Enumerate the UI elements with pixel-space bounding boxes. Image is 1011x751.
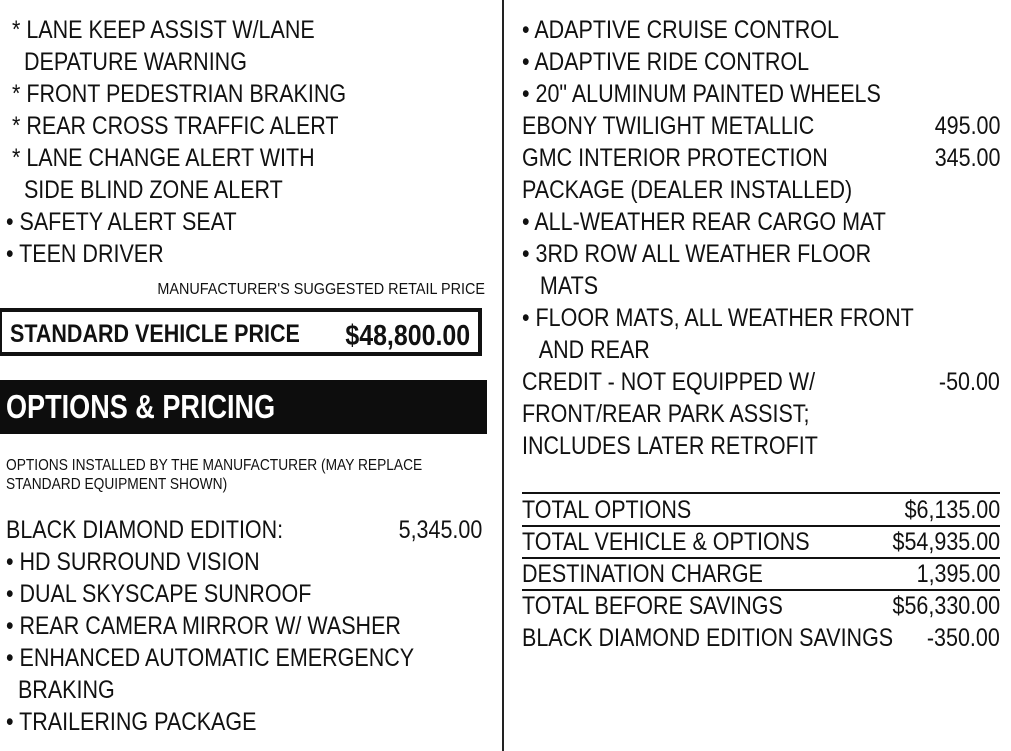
right-column (504, 0, 1011, 751)
safety-features-list-2 (6, 206, 274, 270)
options-heading-text: OPTIONS & PRICING (6, 388, 276, 425)
list-item: AND REAR (522, 336, 650, 364)
black-diamond-label: BLACK DIAMOND EDITION: (6, 516, 284, 544)
list-item: • ENHANCED AUTOMATIC EMERGENCY (6, 644, 415, 672)
safety-features-list (12, 14, 401, 206)
black-diamond-row (6, 514, 486, 546)
destination-row (522, 558, 1000, 590)
options-note: OPTIONS INSTALLED BY THE MANUFACTURER (MAY REPLACE STANDARD EQUIPMENT SHOWN) (6, 457, 423, 493)
savings-value: -350.00 (927, 624, 1000, 652)
list-item: BRAKING (6, 676, 115, 704)
left-column (0, 0, 495, 751)
list-item: INCLUDES LATER RETROFIT (522, 432, 818, 460)
list-item: FRONT/REAR PARK ASSIST; (522, 400, 810, 428)
options-pricing-heading (0, 380, 487, 434)
list-item: • 3RD ROW ALL WEATHER FLOOR (522, 240, 872, 268)
list-item: * FRONT PEDESTRIAN BRAKING (12, 80, 347, 108)
total-vehicle-value: $54,935.00 (892, 528, 1000, 556)
list-item: • ADAPTIVE CRUISE CONTROL (522, 16, 839, 44)
black-diamond-items (6, 546, 481, 738)
list-item: * LANE KEEP ASSIST W/LANE (12, 16, 315, 44)
list-item: • ALL-WEATHER REAR CARGO MAT (522, 208, 886, 236)
gmc-protection-price: 345.00 (934, 144, 1000, 172)
list-item: • FLOOR MATS, ALL WEATHER FRONT (522, 304, 914, 332)
list-item: • SAFETY ALERT SEAT (6, 208, 237, 236)
list-item: • TRAILERING PACKAGE (6, 708, 257, 736)
savings-row (522, 622, 1000, 654)
list-item: SIDE BLIND ZONE ALERT (12, 176, 283, 204)
total-options-row (522, 494, 1000, 526)
standard-price-value: $48,800.00 (345, 320, 470, 352)
list-item: • ADAPTIVE RIDE CONTROL (522, 48, 810, 76)
list-item: • DUAL SKYSCAPE SUNROOF (6, 580, 312, 608)
total-before-savings-label: TOTAL BEFORE SAVINGS (522, 592, 783, 620)
total-before-savings-value: $56,330.00 (892, 592, 1000, 620)
list-item: PACKAGE (DEALER INSTALLED) (522, 176, 853, 204)
list-item: • TEEN DRIVER (6, 240, 164, 268)
destination-label: DESTINATION CHARGE (522, 560, 763, 588)
standard-price-box (0, 308, 482, 356)
savings-label: BLACK DIAMOND EDITION SAVINGS (522, 624, 894, 652)
list-item: DEPATURE WARNING (12, 48, 247, 76)
black-diamond-price: 5,345.00 (398, 516, 482, 544)
list-item: EBONY TWILIGHT METALLIC (522, 112, 815, 140)
destination-value: 1,395.00 (916, 560, 1000, 588)
list-item: • 20" ALUMINUM PAINTED WHEELS (522, 80, 881, 108)
total-vehicle-row (522, 526, 1000, 558)
options-list (522, 14, 978, 462)
total-before-savings-row (522, 590, 1000, 622)
list-item: CREDIT - NOT EQUIPPED W/ (522, 368, 816, 396)
msrp-label: MANUFACTURER'S SUGGESTED RETAIL PRICE (157, 281, 485, 298)
list-item: * REAR CROSS TRAFFIC ALERT (12, 112, 339, 140)
list-item: • HD SURROUND VISION (6, 548, 260, 576)
list-item: GMC INTERIOR PROTECTION (522, 144, 828, 172)
list-item: MATS (522, 272, 599, 300)
list-item: * LANE CHANGE ALERT WITH (12, 144, 315, 172)
standard-price-label: STANDARD VEHICLE PRICE (10, 320, 300, 348)
total-options-value: $6,135.00 (904, 496, 1000, 524)
ebony-price: 495.00 (934, 112, 1000, 140)
total-options-label: TOTAL OPTIONS (522, 496, 692, 524)
credit-price: -50.00 (939, 368, 1000, 396)
list-item: • REAR CAMERA MIRROR W/ WASHER (6, 612, 401, 640)
total-vehicle-label: TOTAL VEHICLE & OPTIONS (522, 528, 810, 556)
